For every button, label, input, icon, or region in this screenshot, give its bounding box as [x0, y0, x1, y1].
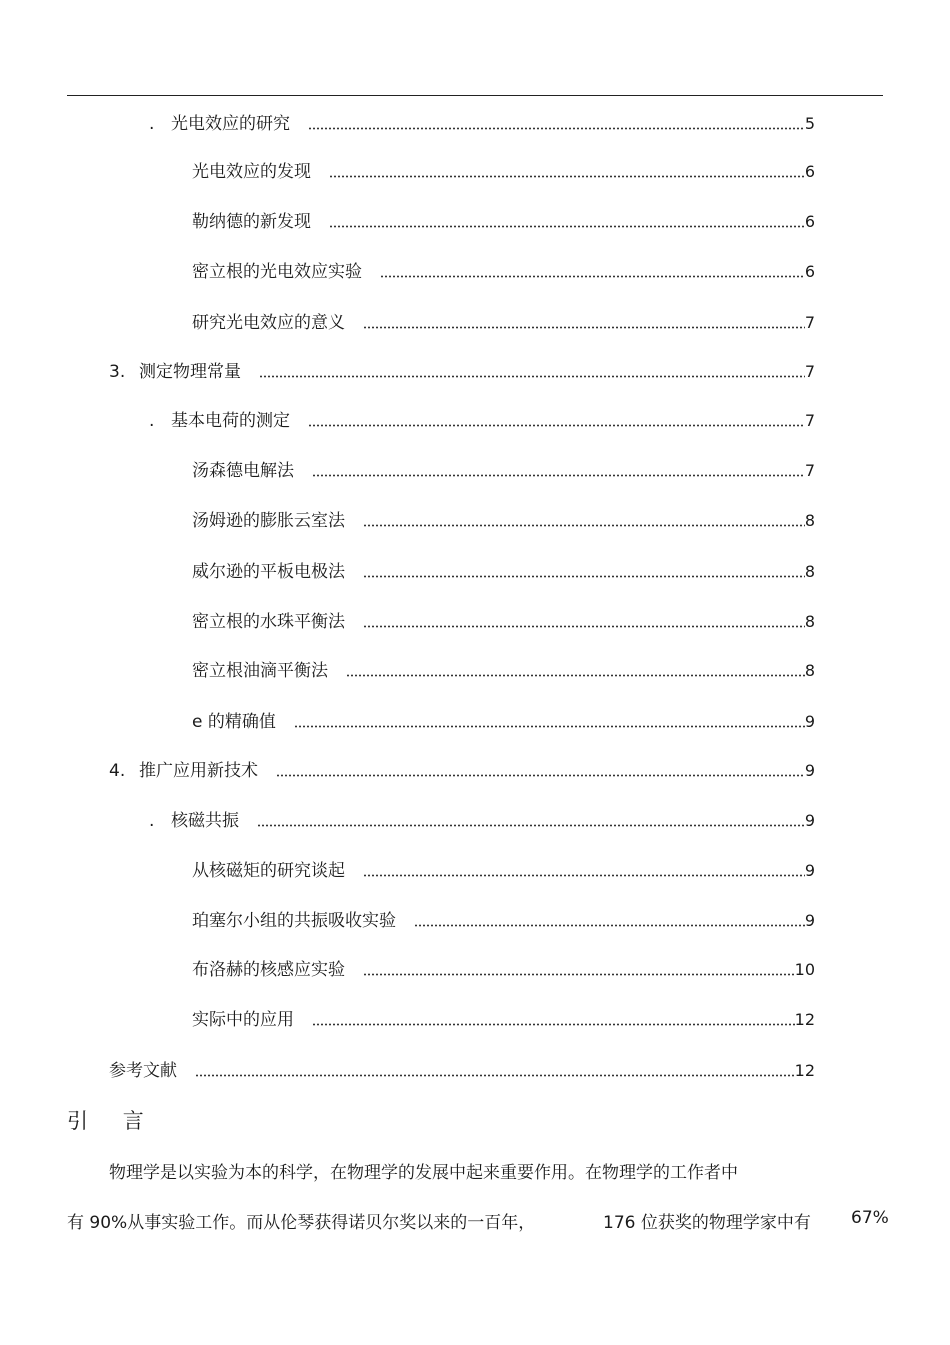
- toc-page-number: 8: [804, 661, 815, 680]
- body-line-1: 物理学是以实验为本的科学，在物理学的发展中起来重要作用。在物理学的工作者中: [109, 1163, 738, 1183]
- toc-page-number: 8: [804, 511, 815, 530]
- toc-entry-title: 勒纳德的新发现: [192, 212, 311, 232]
- toc-entry-number: 3.: [109, 362, 126, 382]
- toc-entry-title: 基本电荷的测定: [171, 411, 290, 431]
- toc-page-number: 6: [804, 212, 815, 231]
- heading-char-2: 言: [122, 1109, 144, 1133]
- toc-entry[interactable]: [192, 907, 815, 931]
- toc-page-number: 7: [804, 461, 815, 480]
- toc-page-number: 6: [804, 162, 815, 181]
- toc-entry-title: 密立根的光电效应实验: [192, 262, 362, 282]
- toc-dot-leader: [363, 625, 805, 628]
- toc-page-number: 10: [794, 960, 815, 979]
- body-line-2b: 176 位获奖的物理学家中有: [603, 1213, 811, 1233]
- toc-entry-title: 实际中的应用: [192, 1010, 294, 1030]
- toc-page-number: 8: [804, 562, 815, 581]
- toc-entry-title: 布洛赫的核感应实验: [192, 960, 345, 980]
- toc-entry-title: 测定物理常量: [139, 362, 241, 382]
- toc-entry[interactable]: [192, 708, 815, 732]
- toc-dot-leader: [312, 1023, 795, 1026]
- toc-entry[interactable]: [192, 309, 815, 333]
- toc-entry-number: .: [149, 411, 155, 431]
- toc-dot-leader: [346, 674, 805, 677]
- toc-page-number: 7: [804, 411, 815, 430]
- toc-entry-title: 参考文献: [109, 1061, 177, 1081]
- toc-dot-leader: [308, 424, 805, 427]
- toc-dot-leader: [380, 275, 805, 278]
- toc-page-number: 12: [794, 1061, 815, 1080]
- toc-page-number: 12: [794, 1010, 815, 1029]
- toc-page-number: 9: [804, 861, 815, 880]
- toc-page-number: 9: [804, 811, 815, 830]
- toc-dot-leader: [257, 824, 805, 827]
- toc-entry[interactable]: [109, 757, 815, 781]
- toc-entry-title: 核磁共振: [171, 811, 239, 831]
- body-line-2a: 有 90%从事实验工作。而从伦琴获得诺贝尔奖以来的一百年，: [67, 1213, 536, 1233]
- toc-page-number: 7: [804, 313, 815, 332]
- toc-dot-leader: [276, 774, 805, 777]
- toc-entry[interactable]: [192, 258, 815, 282]
- toc-entry-title: 推广应用新技术: [139, 761, 258, 781]
- toc-page-number: 9: [804, 761, 815, 780]
- toc-entry-title: e 的精确值: [192, 712, 276, 732]
- toc-entry[interactable]: [149, 407, 815, 431]
- body-line-2c: 67%: [851, 1208, 889, 1228]
- toc-entry[interactable]: [149, 110, 815, 134]
- toc-entry[interactable]: [192, 208, 815, 232]
- toc-entry-title: 光电效应的发现: [192, 162, 311, 182]
- toc-dot-leader: [294, 725, 805, 728]
- toc-entry-number: .: [149, 811, 155, 831]
- toc-dot-leader: [259, 375, 805, 378]
- toc-dot-leader: [414, 924, 805, 927]
- toc-page-number: 7: [804, 362, 815, 381]
- toc-entry-title: 汤森德电解法: [192, 461, 294, 481]
- toc-page-number: 6: [804, 262, 815, 281]
- toc-dot-leader: [329, 175, 805, 178]
- toc-dot-leader: [308, 127, 805, 130]
- toc-entry[interactable]: [192, 657, 815, 681]
- toc-dot-leader: [312, 474, 805, 477]
- toc-page-number: 9: [804, 712, 815, 731]
- toc-entry[interactable]: [192, 507, 815, 531]
- toc-entry[interactable]: [192, 457, 815, 481]
- toc-dot-leader: [363, 524, 805, 527]
- toc-entry-title: 研究光电效应的意义: [192, 313, 345, 333]
- toc-entry-title: 珀塞尔小组的共振吸收实验: [192, 911, 396, 931]
- toc-dot-leader: [363, 575, 805, 578]
- toc-entry-title: 光电效应的研究: [171, 114, 290, 134]
- toc-page-number: 8: [804, 612, 815, 631]
- toc-entry[interactable]: [192, 1006, 815, 1030]
- toc-entry-number: 4.: [109, 761, 126, 781]
- toc-entry[interactable]: [192, 608, 815, 632]
- toc-entry-title: 汤姆逊的膨胀云室法: [192, 511, 345, 531]
- toc-page-number: 9: [804, 911, 815, 930]
- toc-entry[interactable]: [192, 857, 815, 881]
- section-heading: [67, 1105, 144, 1135]
- toc-entry[interactable]: [109, 358, 815, 382]
- toc-dot-leader: [195, 1074, 795, 1077]
- toc-dot-leader: [363, 973, 795, 976]
- toc-dot-leader: [329, 225, 805, 228]
- toc-dot-leader: [363, 326, 805, 329]
- toc-entry[interactable]: [149, 807, 815, 831]
- toc-page-number: 5: [804, 114, 815, 133]
- toc-entry[interactable]: [109, 1057, 815, 1081]
- toc-entry[interactable]: [192, 956, 815, 980]
- toc-entry[interactable]: [192, 158, 815, 182]
- toc-entry-title: 威尔逊的平板电极法: [192, 562, 345, 582]
- header-rule: [67, 95, 883, 96]
- toc-entry[interactable]: [192, 558, 815, 582]
- toc-dot-leader: [363, 874, 805, 877]
- toc-entry-title: 密立根油滴平衡法: [192, 661, 328, 681]
- heading-char-1: 引: [67, 1109, 88, 1133]
- toc-entry-title: 密立根的水珠平衡法: [192, 612, 345, 632]
- toc-entry-title: 从核磁矩的研究谈起: [192, 861, 345, 881]
- toc-entry-number: .: [149, 114, 155, 134]
